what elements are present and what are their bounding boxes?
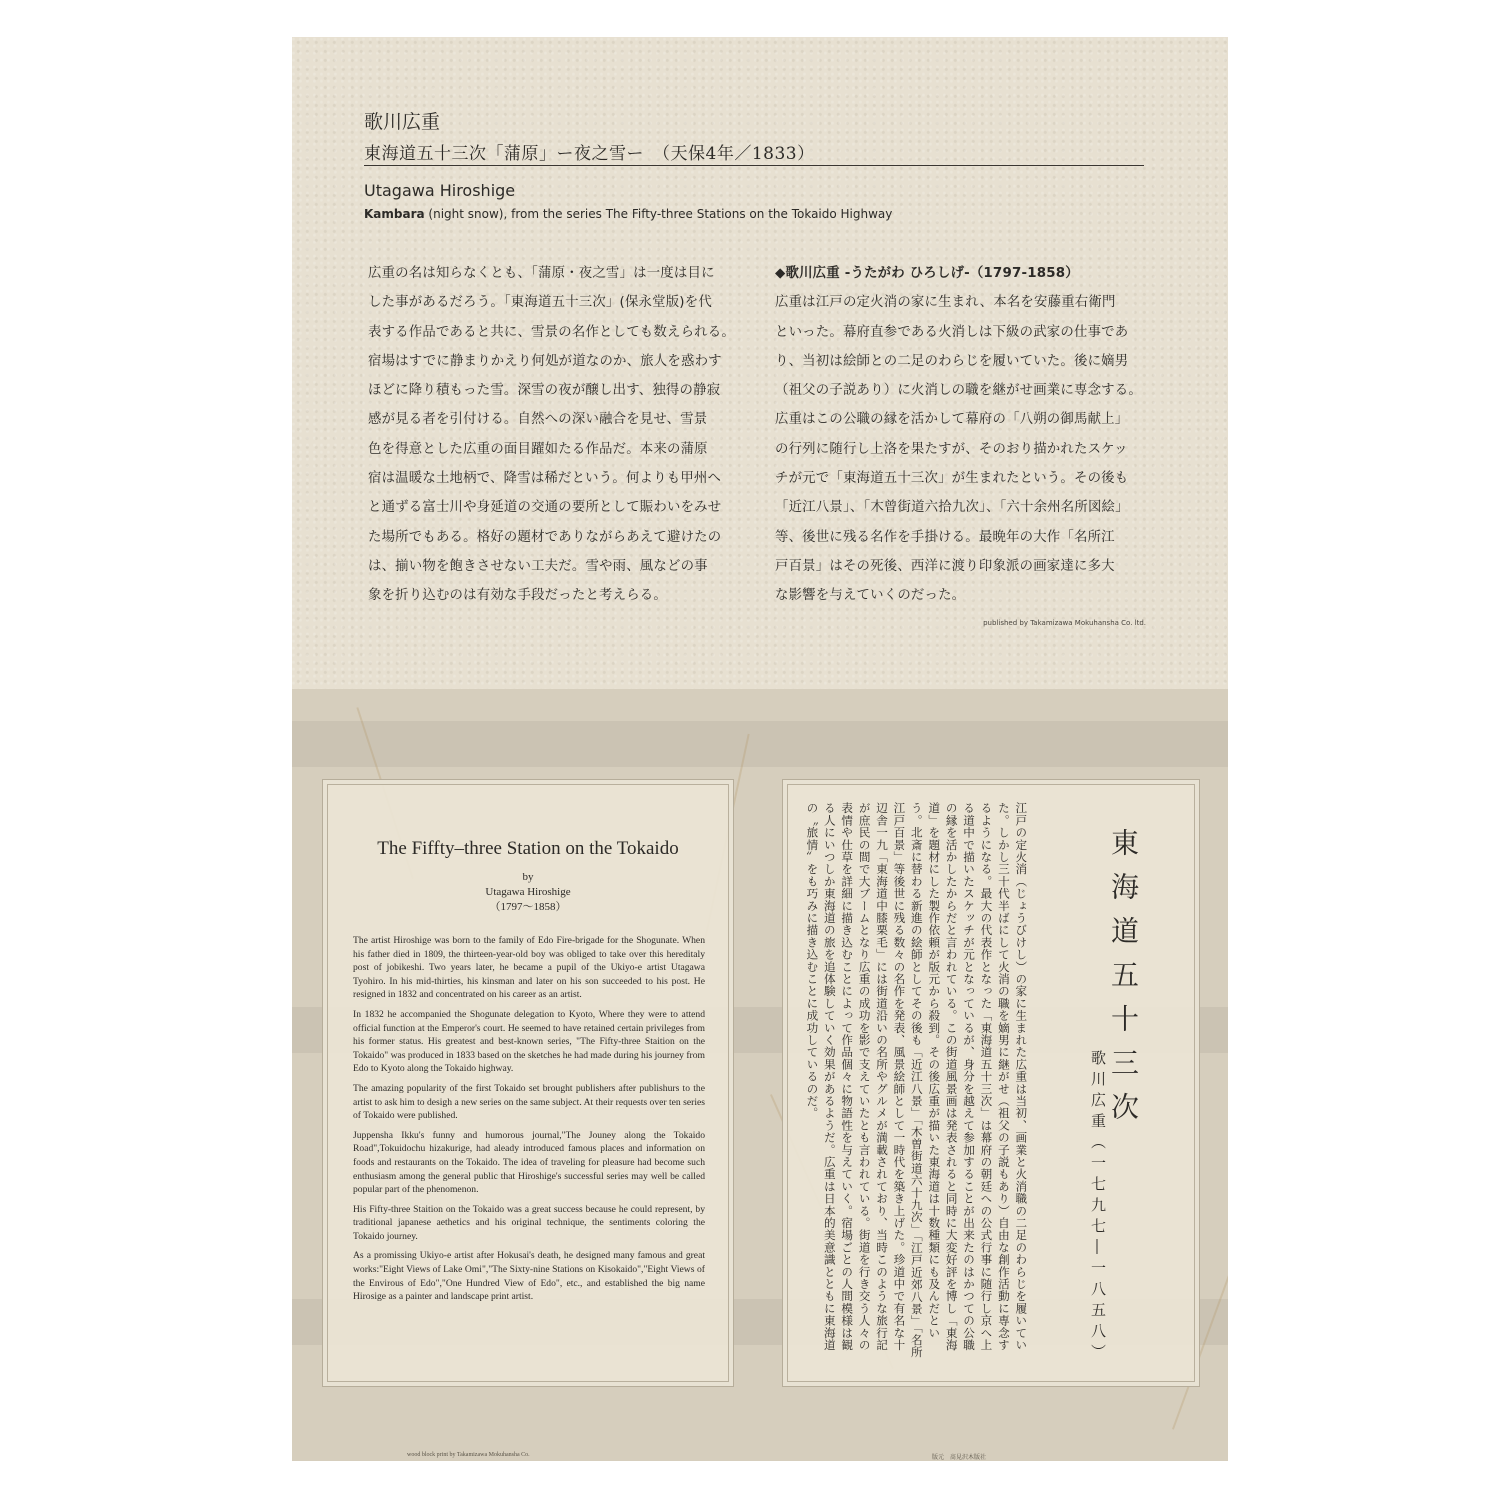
en-work-title-rest: (night snow), from the series The Fifty-three Stations on the Tokaido Highway bbox=[424, 207, 893, 221]
right-line: 等、後世に残る名作を手掛ける。最晩年の大作「名所江 bbox=[775, 529, 1115, 545]
byline-years: （1797～1858） bbox=[489, 901, 567, 913]
english-paragraph: His Fifty-three Staition on the Tokaido was a great success because he could represent, by traditional japanese aethetics and his original technique, the sentiments coloring the Tokaido journey. bbox=[353, 1203, 705, 1242]
en-work-title-bold: Kambara bbox=[364, 207, 425, 221]
english-panel bbox=[322, 779, 734, 1387]
english-paragraph: The artist Hiroshige was born to the family of Edo Fire-brigade for the Shogunate. When his father died in 1809, the thirteen-year-old boy was obliged to take over this hereditaly post of jobikeshi. Two years later, he became a pupil of the Ukiyo-e artist Utagawa Tyohiro. In his mid-thirties, his kinsman and later on his son succeeded to his post. He resigned in 1832 and concentrated on his career as an artist. bbox=[353, 935, 705, 1001]
english-panel-byline bbox=[323, 870, 733, 915]
byline-by: by bbox=[522, 871, 534, 883]
english-panel-body bbox=[353, 934, 705, 1310]
biography-column-right bbox=[775, 259, 1155, 611]
english-paragraph: As a promissing Ukiyo-e artist after Hokusai's death, he designed many famous and great works:"Eight Views of Lake Omi","The Sixty-nine Stations on Kisokaido","Eight Views of the Envirous of Edo","One Hundred View of Edo", etc., and established the big name Hirosige as a painter and landscape print artist. bbox=[353, 1250, 705, 1303]
english-paragraph: In 1832 he accompanied the Shogunate delegation to Kyoto, Where they were to attend official function at the Emperor's court. He seemed to have retained certain privileges from his former status. His greatest and best-known series, "The Fifty-three Staition on the Tokaido" was produced in 1833 based on the sketches he had made during his journey from Edo to Kyoto along the Tokaido highway. bbox=[353, 1008, 705, 1075]
right-line: 広重は江戸の定火消の家に生まれ、本名を安藤重右衛門 bbox=[775, 295, 1116, 311]
japanese-panel bbox=[782, 779, 1200, 1387]
description-column-left bbox=[368, 259, 748, 611]
left-line: 宿は温暖な土地柄で、降雪は稀だという。何よりも甲州へ bbox=[368, 471, 722, 487]
footer-left-credit: wood block print by Takamizawa Mokuhansha Co. bbox=[407, 1452, 530, 1458]
biography-heading: ◆歌川広重 -うたがわ ひろしげ-（1797-1858） bbox=[775, 266, 1079, 281]
japanese-panel-title: 東海道五十三次 bbox=[1107, 828, 1140, 1136]
left-line: 象を折り込むのは有効な手段だったと考えらる。 bbox=[368, 588, 667, 604]
right-line: （祖父の子説あり）に火消しの職を継がせ画業に専念する。 bbox=[775, 383, 1142, 399]
footer-right-credit: 版元 髙見沢木版社 bbox=[932, 1454, 987, 1461]
background-band bbox=[292, 721, 1228, 767]
publisher-note: published by Takamizawa Mokuhansha Co. ltd. bbox=[983, 619, 1146, 627]
en-work-title bbox=[364, 207, 892, 221]
left-line: した事があるだろう。「東海道五十三次」(保永堂版)を代 bbox=[368, 295, 712, 311]
right-line: 戸百景」はその死後、西洋に渡り印象派の画家達に多大 bbox=[775, 558, 1115, 574]
right-line: り、当初は絵師との二足のわらじを履いていた。後に嫡男 bbox=[775, 353, 1129, 369]
upper-description-panel bbox=[292, 37, 1228, 689]
en-artist-name: Utagawa Hiroshige bbox=[364, 181, 516, 200]
jp-series-title: 東海道五十三次「蒲原」ー夜之雪ー （天保4年／1833） bbox=[364, 144, 815, 164]
right-line: の行列に随行し上洛を果たすが、そのおり描かれたスケッ bbox=[775, 441, 1128, 457]
byline-author: Utagawa Hiroshige bbox=[485, 886, 571, 898]
jp-artist-name: 歌川広重 bbox=[364, 111, 441, 133]
english-paragraph: The amazing popularity of the first Tokaido set brought publishers after publishurs to the artist to ask him to desigh a new series on the same subject. At their requests over ten series of Tokaido were published. bbox=[353, 1082, 705, 1122]
english-panel-title: The Fiffty–three Station on the Tokaido bbox=[377, 838, 679, 859]
title-divider bbox=[364, 165, 1144, 166]
left-line: 感が見る者を引付ける。自然への深い融合を見せ、雪景 bbox=[368, 412, 708, 428]
left-line: ほどに降り積もった雪。深雪の夜が醸し出す、独得の静寂 bbox=[368, 383, 721, 399]
right-line: といった。幕府直参である火消しは下級の武家の仕事であ bbox=[775, 324, 1129, 340]
english-paragraph: Juppensha Ikku's funny and humorous journal,"The Jouney along the Tokaido Road",Tokuidochu hizakurige, had aleady introduced famous places and information on foods and restaurants on the Tokaido. The idea of traveling for pleasure had become such enthusiasm among the general public that Hiroshige's successful series may well be called popular part of the phenomenon. bbox=[353, 1129, 705, 1196]
left-line: 色を得意とした広重の面目躍如たる作品だ。本来の蒲原 bbox=[368, 441, 708, 457]
print-sheet bbox=[292, 37, 1228, 1461]
right-line: 広重はこの公職の縁を活かして幕府の「八朔の御馬献上」 bbox=[775, 412, 1129, 428]
left-line: は、揃い物を飽きさせない工夫だ。雪や雨、風などの事 bbox=[368, 558, 708, 574]
japanese-panel-body: 江戸の定火消（じょうびけし）の家に生まれた広重は当初、画業と火消職の二足のわらじを履いていた。しかし三十代半ばにして火消の職を嫡男に継がせ（祖父の子説もあり）自由な創作活動に専念するようになる。最大の代表作となった「東海道五十三次」は幕府の朝廷への公式行事に随行し京へ上る道中で描いたスケッチが元となっているが、身分を越えて参加することが出来たのはかつての公職の縁を活かしたからだと言われている。この街道風景画は発表されると同時に大変好評を博し「東海道」を題材にした製作依頼が版元から殺到。その後広重が描いた東海道は十数種類にも及んだという。北斎に替わる新進の絵師としてその後も「近江八景」「木曽街道六十九次」「江戸近郊八景」「名所江戸百景」等後世に残る数々の名作を発表、風景絵師として一時代を築き上げた。珍道中で有名な十辺舎一九「東海道中膝栗毛」には街道沿いの名所やグルメが満載されており、当時このような旅行記が庶民の間で大ブームとなり広重の成功を影で支えていたとも言われている。街道を行き交う人々の表情や仕草を詳細に描き込むことによって作品個々に物語性を与えていく。宿場ごとの人間模様は観る人にいつしか東海道の旅を追体験していく効果があるようだ。広重は日本的美意識とともに東海道の〝旅情〟をも巧みに描き込むことに成功しているのだ。 bbox=[805, 802, 1029, 1358]
left-line: 表する作品であると共に、雪景の名作としても数えられる。 bbox=[368, 324, 735, 340]
right-line: 「近江八景」、「木曾街道六拾九次」、「六十余州名所図絵」 bbox=[775, 500, 1129, 516]
left-line: と通ずる富士川や身延道の交通の要所として賑わいをみせ bbox=[368, 500, 722, 516]
right-line: チが元で「東海道五十三次」が生まれたという。その後も bbox=[775, 471, 1129, 487]
left-line: 宿場はすでに静まりかえり何処が道なのか、旅人を惑わす bbox=[368, 353, 722, 369]
left-line: 広重の名は知らなくとも、「蒲原・夜之雪」は一度は目に bbox=[368, 266, 715, 281]
lower-panels-area bbox=[292, 689, 1228, 1461]
japanese-panel-author: 歌川広重（一七九七―一八五八） bbox=[1089, 1050, 1107, 1365]
right-line: な影響を与えていくのだった。 bbox=[775, 588, 966, 604]
left-line: た場所でもある。格好の題材でありながらあえて避けたの bbox=[368, 529, 722, 545]
